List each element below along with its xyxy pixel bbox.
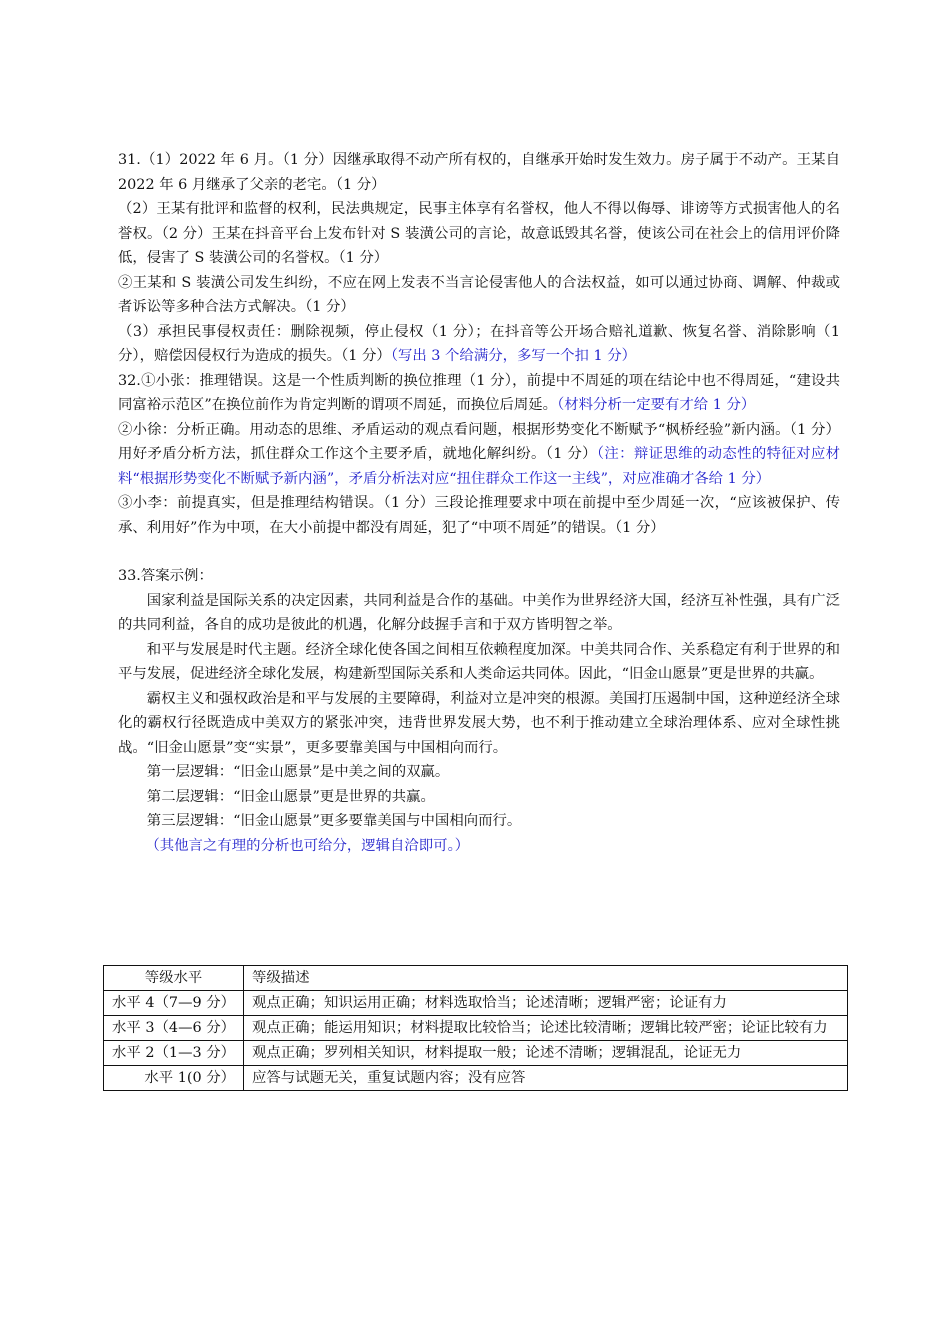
q31-part2: （2）王某有批评和监督的权利，民法典规定，民事主体享有名誉权，他人不得以侮辱、诽谤等方式损害他人的名誉权。（2 分）王某在抖音平台上发布针对 S 装潢公司的言论，故意诋毁其名誉，使该公司在社会上的信用评价降低，侵害了 S 装潢公司的名誉权。（1 分） — [118, 201, 840, 266]
q31-part3-text: （3）承担民事侵权责任：删除视频，停止侵权（1 分）；在抖音等公开场合赔礼道歉、恢复名誉、消除影响（1 分），赔偿因侵权行为造成的损失。（1 分） — [118, 323, 840, 364]
q33-paragraph-3: 霸权主义和强权政治是和平与发展的主要障碍，利益对立是冲突的根源。美国打压遏制中国，这种逆经济全球化的霸权行径既造成中美双方的紧张冲突，违背世界发展大势，也不利于推动建立全球治理体系、应对全球性挑战。“旧金山愿景”变“实景”，更多要靠美国与中国相向而行。 — [118, 690, 840, 756]
header-description: 等级描述 — [244, 966, 848, 991]
q33-scoring-note: （其他言之有理的分析也可给分，逻辑自洽即可。） — [145, 837, 470, 854]
q32-xiaoxu-note: （注：辩证思维的动态性的特征对应材料“根据形势变化不断赋予新内涵”，矛盾分析法对应“扭住群众工作这一主线”，对应准确才各给 1 分） — [118, 446, 840, 487]
q32-xiaozhang — [118, 369, 840, 418]
q31-part3-scoring-note: （写出 3 个给满分，多写一个扣 1 分） — [390, 348, 637, 364]
q32-xiaoxu — [118, 418, 840, 492]
q33-logic-1: 第一层逻辑：“旧金山愿景”是中美之间的双赢。 — [146, 764, 450, 780]
table-row — [104, 1041, 848, 1066]
header-level: 等级水平 — [104, 966, 244, 991]
q31-part2-point2: ②王某和 S 装潢公司发生纠纷，不应在网上发表不当言论侵害他人的合法权益，如可以通过协商、调解、仲裁或者诉讼等多种合法方式解决。（1 分） — [118, 274, 840, 315]
q31-part3 — [118, 320, 840, 369]
q32-xiaozhang-text: 32.①小张：推理错误。这是一个性质判断的换位推理（1 分），前提中不周延的项在结论中也不得周延，“建设共同富裕示范区”在换位前作为肯定判断的谓项不周延，而换位后周延。 — [118, 372, 840, 413]
grade-level: 水平 2（1—3 分） — [104, 1041, 244, 1066]
q32-xiaozhang-note: （材料分析一定要有才给 1 分） — [557, 397, 756, 413]
grade-description: 观点正确；罗列相关知识，材料提取一般；论述不清晰；逻辑混乱，论证无力 — [244, 1041, 848, 1066]
grading-table — [103, 965, 848, 1091]
spacer — [118, 540, 840, 564]
q33-paragraph-2: 和平与发展是时代主题。经济全球化使各国之间相互依赖程度加深。中美共同合作、关系稳定有利于世界的和平与发展，促进经济全球化发展，构建新型国际关系和人类命运共同体。因此，“旧金山愿景”更是世界的共赢。 — [118, 641, 840, 682]
grade-description: 观点正确；知识运用正确；材料选取恰当；论述清晰；逻辑严密；论证有力 — [244, 991, 848, 1016]
answer-content — [118, 148, 840, 858]
grade-level: 水平 4（7—9 分） — [104, 991, 244, 1016]
q31-part1: 31.（1）2022 年 6 月。（1 分）因继承取得不动产所有权的，自继承开始时发生效力。房子属于不动产。王某自 2022 年 6 月继承了父亲的老宅。（1 分） — [118, 152, 840, 193]
grading-table-header — [104, 966, 848, 991]
grade-description: 应答与试题无关，重复试题内容；没有应答 — [244, 1066, 848, 1091]
q33-logic-2: 第二层逻辑：“旧金山愿景”更是世界的共赢。 — [146, 788, 435, 805]
q33-logic-3: 第三层逻辑：“旧金山愿景”更多要靠美国与中国相向而行。 — [146, 813, 522, 829]
grade-description: 观点正确；能运用知识；材料提取比较恰当；论述比较清晰；逻辑比较严密；论证比较有力 — [244, 1016, 848, 1041]
q33-paragraph-1: 国家利益是国际关系的决定因素，共同利益是合作的基础。中美作为世界经济大国，经济互补性强，具有广泛的共同利益，各自的成功是彼此的机遇，化解分歧握手言和于双方皆明智之举。 — [118, 592, 840, 633]
table-row — [104, 991, 848, 1016]
grade-level: 水平 3（4—6 分） — [104, 1016, 244, 1041]
q32-xiaoxu-text: ②小徐：分析正确。用动态的思维、矛盾运动的观点看问题，根据形势变化不断赋予“枫桥经验”新内涵。（1 分）用好矛盾分析方法，抓住群众工作这个主要矛盾，就地化解纠纷。（1 分） — [118, 421, 840, 462]
grade-level: 水平 1(0 分） — [104, 1066, 244, 1091]
q33-title: 33.答案示例： — [118, 568, 213, 584]
table-row — [104, 1016, 848, 1041]
table-row — [104, 1066, 848, 1091]
q32-xiaoli: ③小李：前提真实，但是推理结构错误。（1 分）三段论推理要求中项在前提中至少周延一次，“应该被保护、传承、利用好”作为中项，在大小前提中都没有周延，犯了“中项不周延”的错误。（1 分） — [118, 495, 840, 536]
